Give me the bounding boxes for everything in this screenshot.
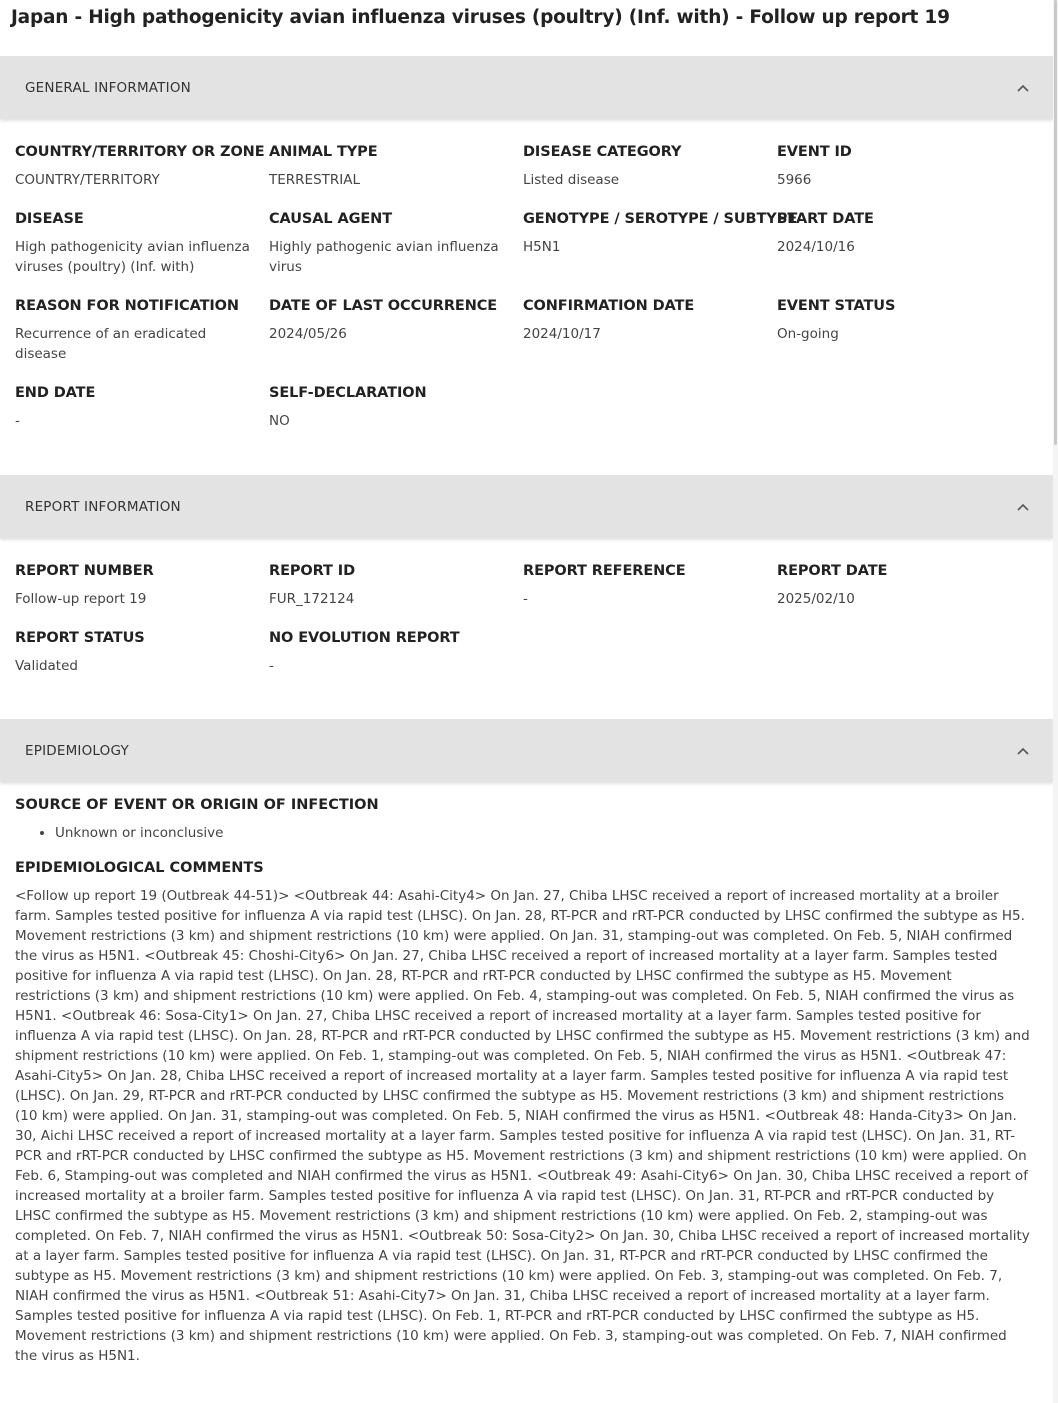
field-value: Listed disease — [523, 172, 620, 188]
vertical-scrollbar[interactable] — [1053, 0, 1058, 1403]
field-label: COUNTRY/TERRITORY OR ZONE — [15, 144, 265, 160]
epidemiology-header[interactable] — [0, 719, 1053, 782]
general-information-grid — [0, 119, 1053, 451]
field-value: - — [15, 413, 20, 429]
field-report-date — [777, 562, 1031, 629]
field-report-number — [15, 562, 269, 629]
field-value: Follow-up report 19 — [15, 591, 147, 607]
source-of-event-label: SOURCE OF EVENT OR ORIGIN OF INFECTION — [15, 797, 379, 813]
field-report-id — [269, 562, 523, 629]
field-label: DISEASE — [15, 211, 84, 227]
field-causal-agent — [269, 210, 523, 297]
section-title: GENERAL INFORMATION — [25, 79, 191, 96]
list-item: • Unknown or inconclusive — [55, 823, 1038, 843]
field-report-status — [15, 629, 269, 696]
field-label: REPORT NUMBER — [15, 563, 154, 579]
scrollbar-thumb[interactable] — [1054, 0, 1057, 445]
field-confirmation-date — [523, 297, 777, 384]
field-report-reference — [523, 562, 777, 629]
field-value: 2024/10/16 — [777, 239, 855, 255]
report-information-header[interactable] — [0, 475, 1053, 538]
field-value: H5N1 — [523, 239, 561, 255]
field-value: FUR_172124 — [269, 591, 355, 607]
field-self-declaration — [269, 384, 523, 451]
field-start-date — [777, 210, 1031, 297]
field-disease — [15, 210, 269, 297]
field-value: Highly pathogenic avian influenza virus — [269, 239, 499, 275]
field-label: EVENT ID — [777, 144, 852, 160]
field-label: SELF-DECLARATION — [269, 385, 427, 401]
epidemiological-comments-label: EPIDEMIOLOGICAL COMMENTS — [15, 860, 264, 876]
page-title: Japan - High pathogenicity avian influenza viruses (poultry) (Inf. with) - Follow up report 19 — [11, 7, 950, 28]
field-value: High pathogenicity avian influenza viruses (poultry) (Inf. with) — [15, 239, 250, 275]
field-value: - — [523, 591, 528, 607]
chevron-up-icon[interactable] — [1015, 80, 1031, 96]
field-label: END DATE — [15, 385, 96, 401]
field-value: - — [269, 658, 274, 674]
field-label: GENOTYPE / SEROTYPE / SUBTYPE — [523, 211, 798, 227]
field-label: START DATE — [777, 211, 874, 227]
field-event-status — [777, 297, 1031, 384]
field-value: Recurrence of an eradicated disease — [15, 326, 207, 362]
field-value: 2025/02/10 — [777, 591, 855, 607]
field-disease-category — [523, 143, 777, 210]
field-label: REPORT ID — [269, 563, 356, 579]
field-animal-type — [269, 143, 523, 210]
field-value: 2024/10/17 — [523, 326, 601, 342]
source-list — [15, 823, 1038, 843]
field-value: On-going — [777, 326, 839, 342]
section-title: REPORT INFORMATION — [25, 498, 181, 515]
field-label: CAUSAL AGENT — [269, 211, 392, 227]
general-information-header[interactable] — [0, 56, 1053, 119]
field-label: REPORT REFERENCE — [523, 563, 686, 579]
field-label: CONFIRMATION DATE — [523, 298, 695, 314]
field-event-id — [777, 143, 1031, 210]
field-value: 2024/05/26 — [269, 326, 347, 342]
field-label: EVENT STATUS — [777, 298, 896, 314]
field-end-date — [15, 384, 269, 451]
report-information-grid — [0, 538, 1053, 696]
field-country-zone — [15, 143, 269, 210]
field-value: COUNTRY/TERRITORY — [15, 172, 160, 188]
field-genotype-serotype-subtype — [523, 210, 798, 297]
field-label: REPORT STATUS — [15, 630, 145, 646]
field-reason-for-notification — [15, 297, 269, 384]
field-value: 5966 — [777, 172, 812, 188]
field-label: NO EVOLUTION REPORT — [269, 630, 460, 646]
epidemiological-comments-text: <Follow up report 19 (Outbreak 44-51)> <Outbreak 44: Asahi-City4> On Jan. 27, Chiba LHSC received a report of increased mortality at a broiler farm. Samples tested positive for influenza A via rapid test (LHSC). On Jan. 28, RT-PCR and rRT-PCR conducted by LHSC confirmed the subtype as H5. Movement restrictions (3 km) and shipment restrictions (10 km) were applied. On Jan. 31, stamping-out was completed. On Feb. 5, NIAH confirmed the virus as H5N1. <Outbreak 45: Choshi-City6> On Jan. 27, Chiba LHSC received a report of increased mortality at a layer farm. Samples tested positive for influenza A via rapid test (LHSC). On Jan. 28, RT-PCR and rRT-PCR conducted by LHSC confirmed the subtype as H5. Movement restrictions (3 km) and shipment restrictions (10 km) were applied. On Feb. 4, stamping-out was completed. On Feb. 5, NIAH confirmed the virus as H5N1. <Outbreak 46: Sosa-City1> On Jan. 27, Chiba LHSC received a report of increased mortality at a layer farm. Samples tested positive for influenza A via rapid test (LHSC). On Jan. 28, RT-PCR and rRT-PCR conducted by LHSC confirmed the subtype as H5. Movement restrictions (3 km) and shipment restrictions (10 km) were applied. On Feb. 1, stamping-out was completed. On Feb. 5, NIAH confirmed the virus as H5N1. <Outbreak 47: Asahi-City5> On Jan. 28, Chiba LHSC received a report of increased mortality at a layer farm. Samples tested positive for influenza A via rapid test (LHSC). On Jan. 29, RT-PCR and rRT-PCR conducted by LHSC confirmed the subtype as H5. Movement restrictions (3 km) and shipment restrictions (10 km) were applied. On Jan. 31, stamping-out was completed. On Feb. 5, NIAH confirmed the virus as H5N1. <Outbreak 48: Handa-City3> On Jan. 30, Aichi LHSC received a report of increased mortality at a layer farm. Samples tested positive for influenza A via rapid test (LHSC). On Jan. 31, RT-PCR and rRT-PCR conducted by LHSC confirmed the subtype as H5. Movement restrictions (3 km) and shipment restrictions (10 km) were applied. On Feb. 6, Stamping-out was completed and NIAH confirmed the virus as H5N1. <Outbreak 49: Asahi-City6> On Jan. 30, Chiba LHSC received a report of increased mortality at a broiler farm. Samples tested positive for influenza A via rapid test (LHSC). On Jan. 31, RT-PCR and rRT-PCR conducted by LHSC confirmed the subtype as H5. Movement restrictions (3 km) and shipment restrictions (10 km) were applied. On Feb. 2, stamping-out was completed. On Feb. 7, NIAH confirmed the virus as H5N1. <Outbreak 50: Sosa-City2> On Jan. 30, Chiba LHSC received a report of increased mortality at a layer farm. Samples tested positive for influenza A via rapid test (LHSC). On Jan. 31, RT-PCR and rRT-PCR conducted by LHSC confirmed the subtype as H5. Movement restrictions (3 km) and shipment restrictions (10 km) were applied. On Feb. 3, stamping-out was completed. On Feb. 7, NIAH confirmed the virus as H5N1. <Outbreak 51: Asahi-City7> On Jan. 31, Chiba LHSC received a report of increased mortality at a layer farm. Samples tested positive for influenza A via rapid test (LHSC). On Feb. 1, RT-PCR and rRT-PCR conducted by LHSC confirmed the subtype as H5. Movement restrictions (3 km) and shipment restrictions (10 km) were applied. On Feb. 3, stamping-out was completed. On Feb. 7, NIAH confirmed the virus as H5N1. — [15, 888, 1030, 1364]
field-label: DATE OF LAST OCCURRENCE — [269, 298, 498, 314]
chevron-up-icon[interactable] — [1015, 743, 1031, 759]
field-value: TERRESTRIAL — [269, 172, 360, 188]
field-value: Validated — [15, 658, 78, 674]
field-label: REPORT DATE — [777, 563, 888, 579]
field-label: ANIMAL TYPE — [269, 144, 378, 160]
section-title: EPIDEMIOLOGY — [25, 742, 129, 759]
field-date-of-last-occurrence — [269, 297, 523, 384]
field-value: NO — [269, 413, 290, 429]
epidemiology-content — [0, 782, 1053, 1366]
field-label: REASON FOR NOTIFICATION — [15, 298, 239, 314]
chevron-up-icon[interactable] — [1015, 499, 1031, 515]
field-label: DISEASE CATEGORY — [523, 144, 682, 160]
field-no-evolution-report — [269, 629, 523, 696]
